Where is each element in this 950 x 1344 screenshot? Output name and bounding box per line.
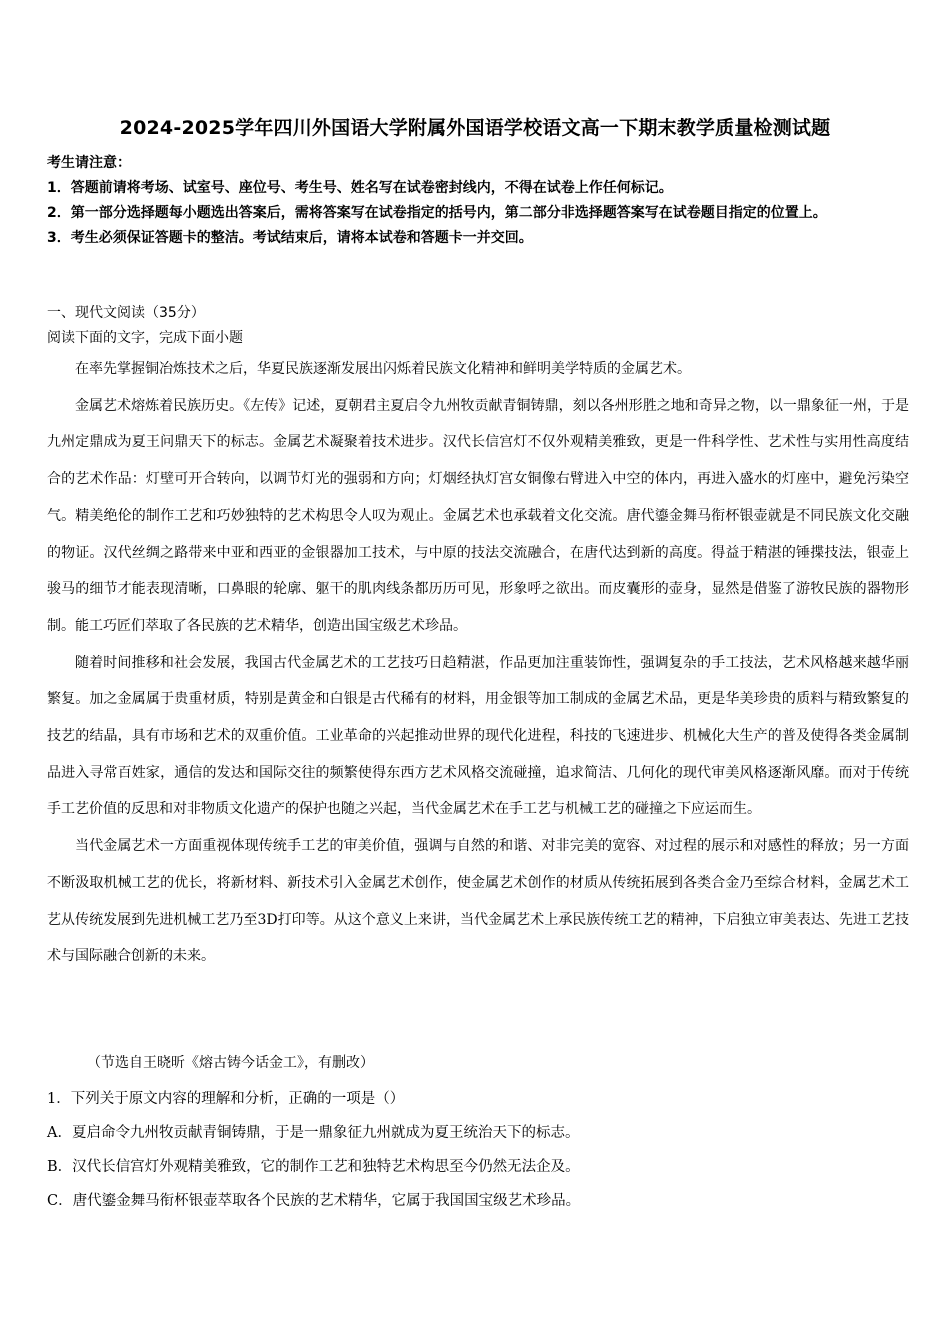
- notice-heading: 考生请注意：: [47, 155, 131, 171]
- passage-paragraph: 当代金属艺术一方面重视体现传统手工艺的审美价值，强调与自然的和谐、对非完美的宽容、对过程的展示和对感性的释放；另一方面不断汲取机械工艺的优长，将新材料、新技术引入金属艺术创作，使金属艺术创作的材质从传统拓展到各类合金乃至综合材料，金属艺术工艺从传统发展到先进机械工艺乃至3D打印等。从这个意义上来讲，当代金属艺术上承民族传统工艺的精神，下启独立审美表达、先进工艺技术与国际融合创新的未来。: [47, 838, 909, 965]
- question-option: C．唐代鎏金舞马衔杯银壶萃取各个民族的艺术精华，它属于我国国宝级艺术珍品。: [47, 1193, 581, 1209]
- question-option: B．汉代长信宫灯外观精美雅致，它的制作工艺和独特艺术构思至今仍然无法企及。: [47, 1159, 580, 1175]
- notice-item: 3．考生必须保证答题卡的整洁。考试结束后，请将本试卷和答题卡一并交回。: [47, 230, 533, 246]
- passage-paragraph: 在率先掌握铜冶炼技术之后，华夏民族逐渐发展出闪烁着民族文化精神和鲜明美学特质的金属艺术。: [75, 361, 691, 377]
- notice-block: [47, 151, 907, 251]
- notice-item: 1．答题前请将考场、试室号、座位号、考生号、姓名写在试卷密封线内，不得在试卷上作任何标记。: [47, 180, 673, 196]
- passage-source: （节选自王晓昕《熔古铸今话金工》，有删改）: [87, 1055, 374, 1071]
- reading-passage: [47, 351, 909, 975]
- passage-paragraph: 金属艺术熔炼着民族历史。《左传》记述，夏朝君主夏启令九州牧贡献青铜铸鼎，刻以各州形胜之地和奇异之物，以一鼎象征一州，于是九州定鼎成为夏王问鼎天下的标志。金属艺术凝聚着技术进步。汉代长信宫灯不仅外观精美雅致，更是一件科学性、艺术性与实用性高度结合的艺术作品：灯壁可开合转向，以调节灯光的强弱和方向；灯烟经执灯宫女铜像右臂进入中空的体内，再进入盛水的灯座中，避免污染空气。精美绝伦的制作工艺和巧妙独特的艺术构思令人叹为观止。金属艺术也承载着文化交流。唐代鎏金舞马衔杯银壶就是不同民族文化交融的物证。汉代丝绸之路带来中亚和西亚的金银器加工技术，与中原的技法交流融合，在唐代达到新的高度。得益于精湛的锤揲技法，银壶上骏马的细节才能表现清晰，口鼻眼的轮廓、躯干的肌肉线条都历历可见，形象呼之欲出。而皮囊形的壶身，显然是借鉴了游牧民族的器物形制。能工巧匠们萃取了各民族的艺术精华，创造出国宝级艺术珍品。: [47, 397, 909, 634]
- question-option: A．夏启命令九州牧贡献青铜铸鼎，于是一鼎象征九州就成为夏王统治天下的标志。: [47, 1125, 580, 1141]
- question-stem: 1．下列关于原文内容的理解和分析，正确的一项是（）: [47, 1091, 405, 1107]
- section-instruction: 阅读下面的文字，完成下面小题: [47, 330, 243, 346]
- section-heading: 一、现代文阅读（35分）: [47, 305, 205, 321]
- page-title: 2024-2025学年四川外国语大学附属外国语学校语文高一下期末教学质量检测试题: [119, 117, 831, 139]
- passage-paragraph: 随着时间推移和社会发展，我国古代金属艺术的工艺技巧日趋精湛，作品更加注重装饰性，强调复杂的手工技法，艺术风格越来越华丽繁复。加之金属属于贵重材质，特别是黄金和白银是古代稀有的材料，用金银等加工制成的金属艺术品，更是华美珍贵的质料与精致繁复的技艺的结晶，具有市场和艺术的双重价值。工业革命的兴起推动世界的现代化进程，科技的飞速进步、机械化大生产的普及使得各类金属制品进入寻常百姓家，通信的发达和国际交往的频繁使得东西方艺术风格交流碰撞，追求简洁、几何化的现代审美风格逐渐风靡。而对于传统手工艺价值的反思和对非物质文化遗产的保护也随之兴起，当代金属艺术在手工艺与机械工艺的碰撞之下应运而生。: [47, 654, 909, 818]
- notice-item: 2．第一部分选择题每小题选出答案后，需将答案写在试卷指定的括号内，第二部分非选择题答案写在试卷题目指定的位置上。: [47, 205, 827, 221]
